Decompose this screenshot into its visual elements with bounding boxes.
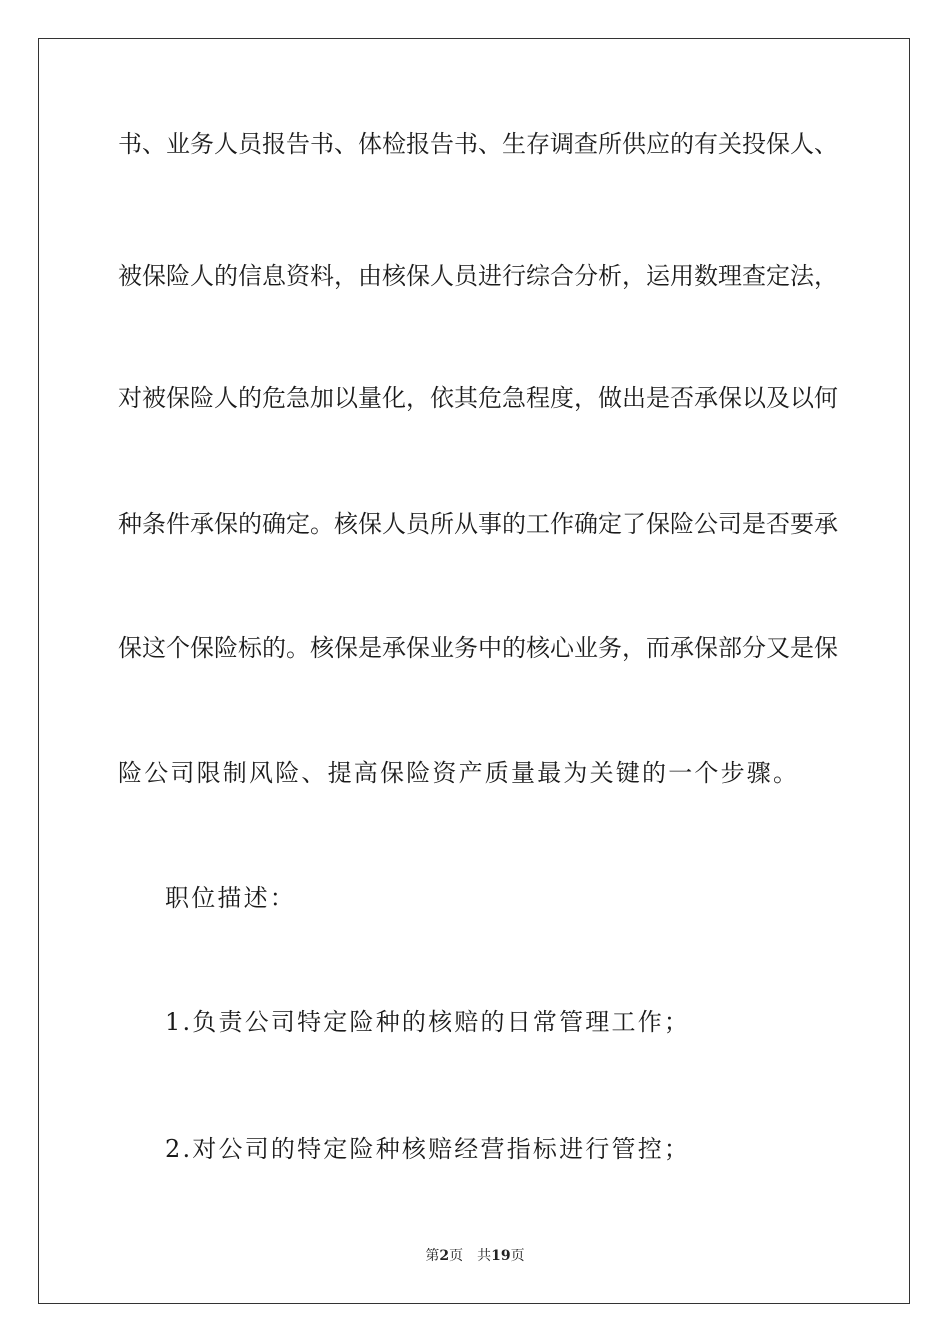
footer-page-number: 2 bbox=[439, 1248, 450, 1264]
footer-page-prefix: 第 bbox=[425, 1248, 440, 1264]
paragraph-line: 被保险人的信息资料，由核保人员进行综合分析，运用数理查定法， bbox=[118, 262, 838, 290]
footer-total-prefix: 共 bbox=[477, 1248, 492, 1264]
paragraph-line: 种条件承保的确定。核保人员所从事的工作确定了保险公司是否要承 bbox=[118, 510, 838, 538]
footer-total-suffix: 页 bbox=[510, 1248, 525, 1264]
page-footer bbox=[0, 1247, 950, 1265]
page-border bbox=[38, 38, 910, 1304]
footer-page-suffix: 页 bbox=[449, 1248, 464, 1264]
footer-total-pages: 19 bbox=[491, 1248, 511, 1264]
duty-item: 2.对公司的特定险种核赔经营指标进行管控； bbox=[165, 1135, 691, 1163]
section-heading: 职位描述： bbox=[165, 884, 296, 912]
paragraph-line: 保这个保险标的。核保是承保业务中的核心业务，而承保部分又是保 bbox=[118, 634, 838, 662]
paragraph-line: 对被保险人的危急加以量化，依其危急程度，做出是否承保以及以何 bbox=[118, 384, 838, 412]
paragraph-line: 书、业务人员报告书、体检报告书、生存调查所供应的有关投保人、 bbox=[118, 130, 838, 158]
paragraph-line: 险公司限制风险、提高保险资产质量最为关键的一个步骤。 bbox=[118, 759, 800, 787]
duty-item: 1.负责公司特定险种的核赔的日常管理工作； bbox=[165, 1008, 691, 1036]
